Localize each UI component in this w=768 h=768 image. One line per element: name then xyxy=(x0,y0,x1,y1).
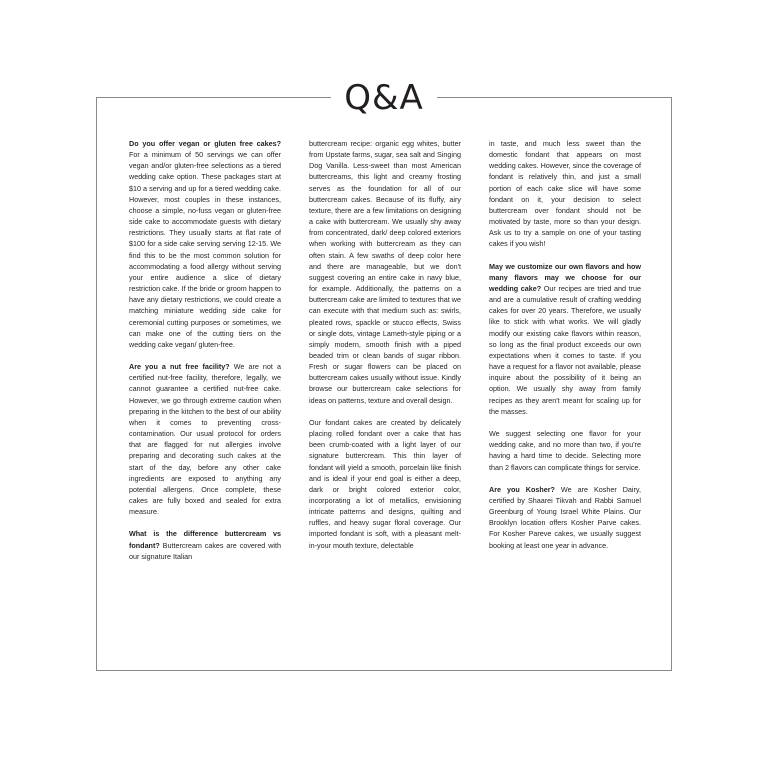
question: Are you Kosher? xyxy=(489,484,555,494)
answer: We are Kosher Dairy, certified by Shaarei Tikvah and Rabbi Samuel Greenburg of Young Israel White Plains. Our Brooklyn location offers Kosher Parve cakes. For Kosher Pareve cakes, we usually suggest booking at least one year in advance. xyxy=(489,484,641,550)
answer: Our recipes are tried and true and are a cumulative result of crafting wedding cakes for over 20 years. Therefore, we usually like to stick with what works. We will gladly modify our existing cake flavors within reason, so long as the final product exceeds our own expectations when it comes to taste. If you have a request for a flavor not available, please inquire about the possibility of it being an option. We usually shy away from family recipes as they aren't meant for scaling up for the masses. xyxy=(489,284,641,416)
faq-vegan-gluten-free xyxy=(129,138,281,350)
buttercream-paragraph: buttercream recipe: organic egg whites, butter from Upstate farms, sugar, sea salt and Singing Dog Vanilla. Less-sweet than most American buttercreams, this light and creamy frosting serves as the foundation for all of our buttercream cakes. Because of its fluffy, airy texture, there are a few limitations on designing a cake with buttercream. We usually shy away from concentrated, dark/ deep colored exteriors when working with buttercream as they can often stain. A few swaths of deep color here and there are manageable, but we don't suggest covering an entire cake in navy blue, for example. Additionally, the patterns on a buttercream cake are limited to textures that we can execute with that medium such as: swirls, pleated rows, spackle or stucco effects, Swiss or single dots, vintage Lameth-style piping or a simply modern, smooth finish with a piped beaded trim or clean bands of sugar ribbon. Fresh or sugar flowers can be placed on buttercream cakes usually without issue. Kindly browse our buttercream cake selections for ideas on patterns, texture and overall design. xyxy=(309,139,461,405)
faq-nut-free xyxy=(129,361,281,517)
answer: We are not a certified nut-free facility, therefore, legally, we cannot guarantee a certified nut-free cake. However, we go through extreme caution when preparing in the kitchen to the best of our ability when it comes to preventing cross-contamination. Our usual protocol for orders that are flagged for nut allergies involve preparing and decorating such cakes at the start of the day, before any other cake ingredients are exposed to anything any potential allergens. Once complete, these cakes are fully boxed and sealed for extra measure. xyxy=(129,362,281,517)
faq-buttercream-vs-fondant xyxy=(129,528,281,561)
answer: Buttercream cakes are covered with our signature Italian xyxy=(129,540,281,561)
faq-columns xyxy=(129,138,641,573)
question: May we customize our own flavors and how many flavors may we choose for our wedding cake? xyxy=(489,261,641,294)
faq-custom-flavors xyxy=(489,261,641,417)
column-3 xyxy=(489,138,641,573)
column-2 xyxy=(309,138,461,573)
question: Do you offer vegan or gluten free cakes? xyxy=(129,139,281,148)
column-1 xyxy=(129,138,281,573)
question: What is the difference buttercream vs fondant? xyxy=(129,529,281,550)
question: Are you a nut free facility? xyxy=(129,362,230,372)
answer: For a minimum of 50 servings we can offer vegan and/or gluten-free selections as a tiered wedding cake option. These packages start at $10 a serving and up for a tiered wedding cake. However, most couples in these instances, choose a simple, no-fuss vegan or gluten-free side cake to accommodate guests with dietary restrictions. They usually starts at flat rate of $100 for a side cake serving serving 12-15. We find this to be the most common solution for accommodating a food allergy without serving your entire audience a slice of dietary restriction cake. If the bride or groom happen to have any dietary restrictions, we could create a matching miniature wedding side cake for ceremonial cutting purposes or sometimes, we can make one of the cutting tiers on the wedding cake vegan/ gluten-free. xyxy=(129,150,281,349)
flavor-suggestion-paragraph: We suggest selecting one flavor for your wedding cake, and no more than two, if you're having a hard time to decide. Selecting more than 2 flavors can complicate things for service. xyxy=(489,429,641,472)
page-title: Q&A xyxy=(344,78,424,118)
faq-kosher xyxy=(489,484,641,551)
fondant-taste-paragraph: in taste, and much less sweet than the domestic fondant that appears on most wedding cakes. However, since the coverage of fondant is relatively thin, and just a small portion of each cake slice will have some fondant on it, your decision to select buttercream over fondant should not be motivated by taste, more so than your design. Ask us to try a sample on one of your tasting cakes if you wish! xyxy=(489,139,641,249)
fondant-paragraph: Our fondant cakes are created by delicately placing rolled fondant over a cake that has been crumb-coated with a light layer of our signature buttercream. This thin layer of fondant will yield a smooth, porcelain like finish and is ideal if your end goal is either a deep, dark or bright colored exterior color, incorporating a lot of metallics, envisioning intricate patterns and designs, quilting and ruffles, and heavy sugar floral coverage. Our imported fondant is soft, with a pleasant melt-in-your mouth texture, delectable xyxy=(309,417,461,550)
